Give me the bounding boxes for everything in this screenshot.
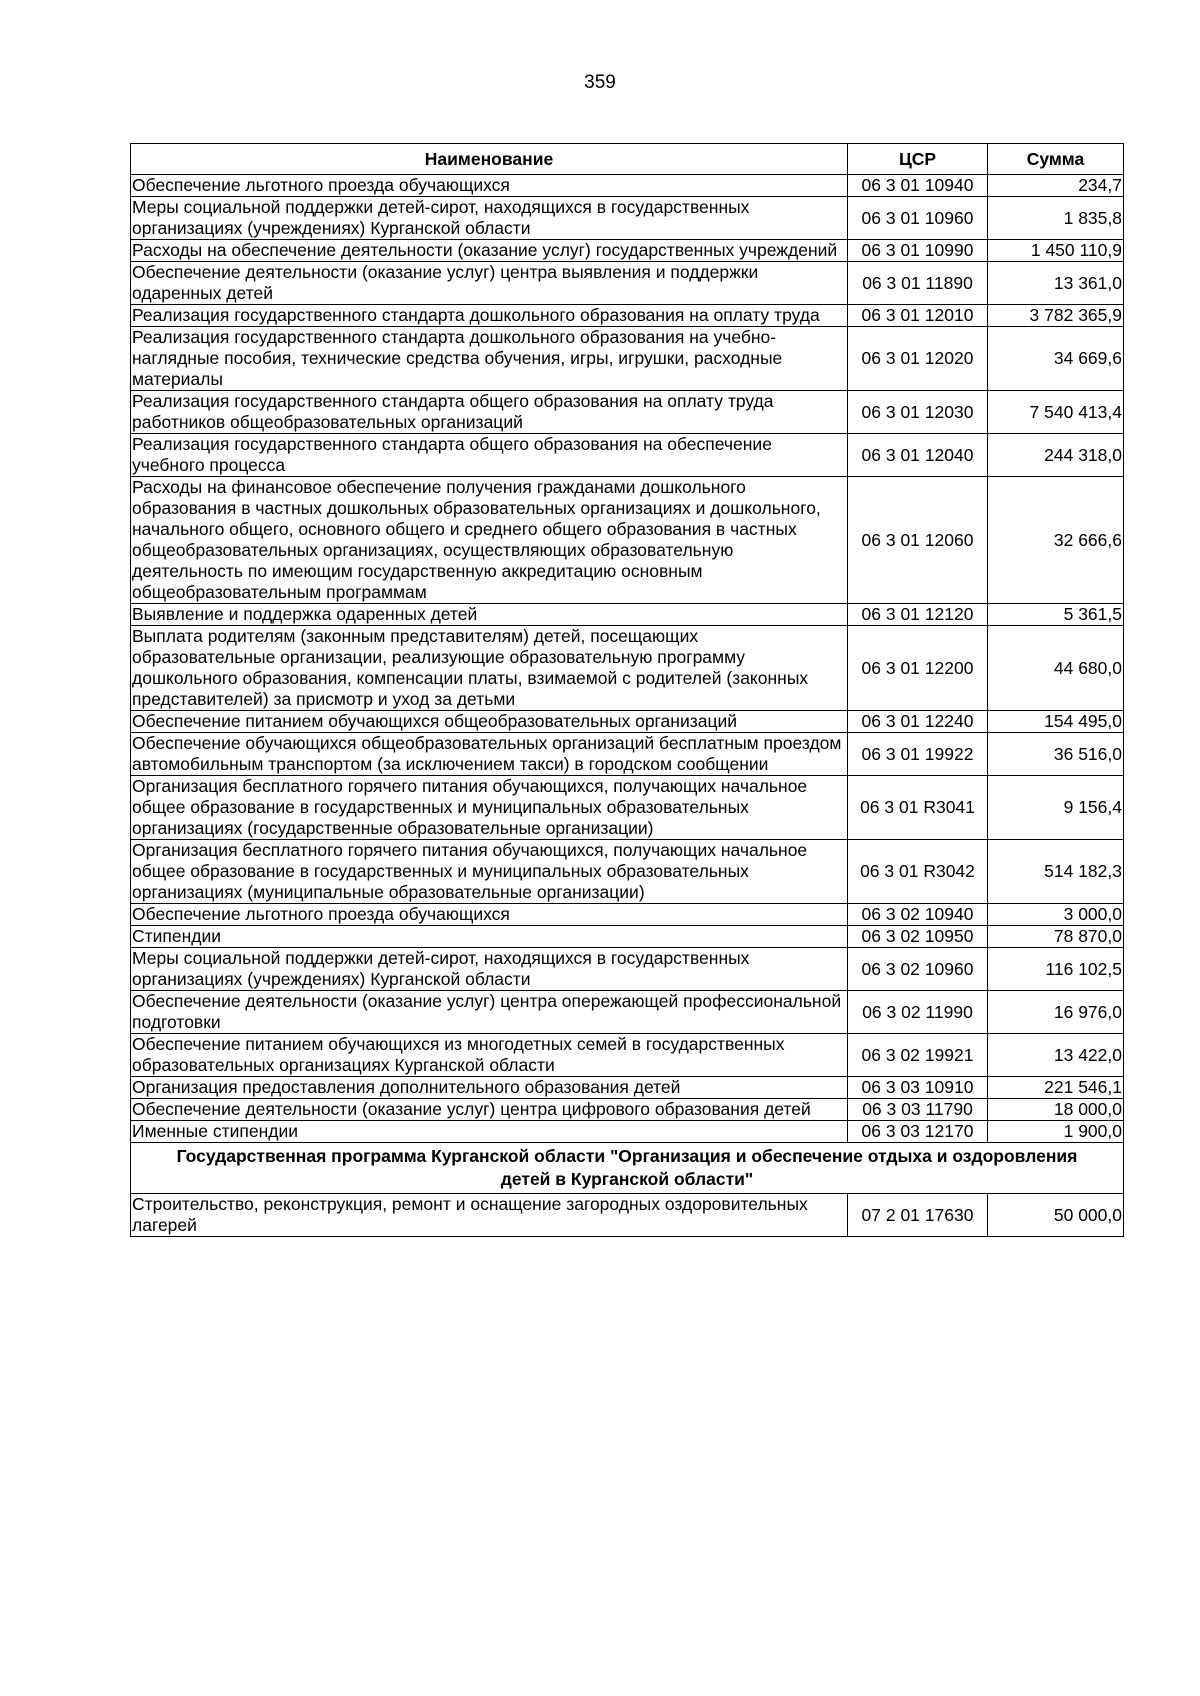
row-name-cell: Реализация государственного стандарта дошкольного образования на учебно-наглядные пособия, технические средства обучения, игры, игрушки, расходные материалы	[131, 327, 848, 391]
table-header-row	[131, 144, 1124, 175]
table-row	[131, 391, 1124, 434]
table-row	[131, 991, 1124, 1034]
table-row	[131, 240, 1124, 262]
row-sum-cell: 78 870,0	[988, 926, 1124, 948]
row-csr-cell: 06 3 02 19921	[848, 1034, 988, 1077]
table-row	[131, 477, 1124, 604]
row-sum-cell: 154 495,0	[988, 711, 1124, 733]
row-sum-cell: 50 000,0	[988, 1194, 1124, 1237]
row-csr-cell: 06 3 01 12200	[848, 626, 988, 711]
row-name-cell: Обеспечение обучающихся общеобразовательных организаций бесплатным проездом автомобильным транспортом (за исключением такси) в городском сообщении	[131, 733, 848, 776]
row-csr-cell: 06 3 01 12120	[848, 604, 988, 626]
row-sum-cell: 34 669,6	[988, 327, 1124, 391]
table-row	[131, 1034, 1124, 1077]
row-csr-cell: 06 3 01 19922	[848, 733, 988, 776]
row-sum-cell: 116 102,5	[988, 948, 1124, 991]
row-sum-cell: 221 546,1	[988, 1077, 1124, 1099]
row-name-cell: Организация бесплатного горячего питания обучающихся, получающих начальное общее образование в государственных и муниципальных образовательных организациях (муниципальные образовательные организации)	[131, 840, 848, 904]
header-csr: ЦСР	[848, 144, 988, 175]
header-sum: Сумма	[988, 144, 1124, 175]
section-title: Государственная программа Курганской области "Организация и обеспечение отдыха и оздоровления детей в Курганской области"	[131, 1143, 1124, 1194]
row-name-cell: Реализация государственного стандарта общего образования на оплату труда работников общеобразовательных организаций	[131, 391, 848, 434]
row-csr-cell: 06 3 02 10960	[848, 948, 988, 991]
row-sum-cell: 32 666,6	[988, 477, 1124, 604]
row-csr-cell: 06 3 01 10960	[848, 197, 988, 240]
row-sum-cell: 1 835,8	[988, 197, 1124, 240]
row-name-cell: Меры социальной поддержки детей-сирот, находящихся в государственных организациях (учреждениях) Курганской области	[131, 197, 848, 240]
row-name-cell: Реализация государственного стандарта общего образования на обеспечение учебного процесса	[131, 434, 848, 477]
section-table-body	[131, 1194, 1124, 1237]
row-name-cell: Расходы на обеспечение деятельности (оказание услуг) государственных учреждений	[131, 240, 848, 262]
table-row	[131, 1121, 1124, 1143]
row-csr-cell: 06 3 03 10910	[848, 1077, 988, 1099]
row-csr-cell: 06 3 03 11790	[848, 1099, 988, 1121]
row-csr-cell: 06 3 01 R3042	[848, 840, 988, 904]
table-row	[131, 197, 1124, 240]
table-row	[131, 305, 1124, 327]
table-row	[131, 434, 1124, 477]
table-row	[131, 604, 1124, 626]
table-row	[131, 327, 1124, 391]
row-sum-cell: 1 900,0	[988, 1121, 1124, 1143]
row-csr-cell: 06 3 01 12010	[848, 305, 988, 327]
table-row	[131, 904, 1124, 926]
row-name-cell: Реализация государственного стандарта дошкольного образования на оплату труда	[131, 305, 848, 327]
row-sum-cell: 514 182,3	[988, 840, 1124, 904]
table-row	[131, 262, 1124, 305]
row-sum-cell: 234,7	[988, 175, 1124, 197]
row-csr-cell: 06 3 02 10940	[848, 904, 988, 926]
row-name-cell: Меры социальной поддержки детей-сирот, находящихся в государственных организациях (учреждениях) Курганской области	[131, 948, 848, 991]
row-csr-cell: 06 3 01 10940	[848, 175, 988, 197]
section-row	[131, 1143, 1124, 1194]
table-row	[131, 175, 1124, 197]
row-sum-cell: 3 782 365,9	[988, 305, 1124, 327]
row-name-cell: Стипендии	[131, 926, 848, 948]
table-row	[131, 626, 1124, 711]
row-csr-cell: 06 3 03 12170	[848, 1121, 988, 1143]
row-name-cell: Расходы на финансовое обеспечение получения гражданами дошкольного образования в частных дошкольных образовательных организациях и дошкольного, начального общего, основного общего и среднего общего образования в частных общеобразовательных организациях, осуществляющих образовательную деятельность по имеющим государственную аккредитацию основным общеобразовательным программам	[131, 477, 848, 604]
row-name-cell: Строительство, реконструкция, ремонт и оснащение загородных оздоровительных лагерей	[131, 1194, 848, 1237]
row-sum-cell: 44 680,0	[988, 626, 1124, 711]
row-name-cell: Выплата родителям (законным представителям) детей, посещающих образовательные организации, реализующие образовательную программу дошкольного образования, компенсации платы, взимаемой с родителей (законных представителей) за присмотр и уход за детьми	[131, 626, 848, 711]
row-name-cell: Обеспечение деятельности (оказание услуг) центра выявления и поддержки одаренных детей	[131, 262, 848, 305]
row-sum-cell: 3 000,0	[988, 904, 1124, 926]
row-name-cell: Именные стипендии	[131, 1121, 848, 1143]
row-name-cell: Обеспечение льготного проезда обучающихся	[131, 904, 848, 926]
row-name-cell: Обеспечение деятельности (оказание услуг) центра цифрового образования детей	[131, 1099, 848, 1121]
row-sum-cell: 13 422,0	[988, 1034, 1124, 1077]
page-number: 359	[584, 72, 616, 93]
row-csr-cell: 06 3 01 12060	[848, 477, 988, 604]
row-name-cell: Обеспечение деятельности (оказание услуг) центра опережающей профессиональной подготовки	[131, 991, 848, 1034]
table-row	[131, 733, 1124, 776]
row-csr-cell: 07 2 01 17630	[848, 1194, 988, 1237]
row-name-cell: Организация бесплатного горячего питания обучающихся, получающих начальное общее образование в государственных и муниципальных образовательных организациях (государственные образовательные организации)	[131, 776, 848, 840]
table-row	[131, 948, 1124, 991]
table-row	[131, 840, 1124, 904]
row-csr-cell: 06 3 01 R3041	[848, 776, 988, 840]
row-name-cell: Обеспечение питанием обучающихся из многодетных семей в государственных образовательных организациях Курганской области	[131, 1034, 848, 1077]
row-sum-cell: 1 450 110,9	[988, 240, 1124, 262]
table-row	[131, 711, 1124, 733]
row-name-cell: Организация предоставления дополнительного образования детей	[131, 1077, 848, 1099]
row-name-cell: Выявление и поддержка одаренных детей	[131, 604, 848, 626]
row-sum-cell: 244 318,0	[988, 434, 1124, 477]
row-sum-cell: 5 361,5	[988, 604, 1124, 626]
table-row	[131, 926, 1124, 948]
table-row	[131, 1077, 1124, 1099]
row-sum-cell: 18 000,0	[988, 1099, 1124, 1121]
row-csr-cell: 06 3 02 11990	[848, 991, 988, 1034]
row-csr-cell: 06 3 01 12240	[848, 711, 988, 733]
row-sum-cell: 36 516,0	[988, 733, 1124, 776]
table-row	[131, 1099, 1124, 1121]
row-csr-cell: 06 3 02 10950	[848, 926, 988, 948]
row-name-cell: Обеспечение льготного проезда обучающихся	[131, 175, 848, 197]
row-csr-cell: 06 3 01 11890	[848, 262, 988, 305]
section-body	[131, 1143, 1124, 1194]
table-body	[131, 175, 1124, 1143]
row-sum-cell: 13 361,0	[988, 262, 1124, 305]
row-name-cell: Обеспечение питанием обучающихся общеобразовательных организаций	[131, 711, 848, 733]
header-name: Наименование	[131, 144, 848, 175]
row-sum-cell: 7 540 413,4	[988, 391, 1124, 434]
row-csr-cell: 06 3 01 10990	[848, 240, 988, 262]
table-row	[131, 776, 1124, 840]
row-csr-cell: 06 3 01 12020	[848, 327, 988, 391]
table-row	[131, 1194, 1124, 1237]
row-sum-cell: 9 156,4	[988, 776, 1124, 840]
row-csr-cell: 06 3 01 12040	[848, 434, 988, 477]
row-csr-cell: 06 3 01 12030	[848, 391, 988, 434]
row-sum-cell: 16 976,0	[988, 991, 1124, 1034]
budget-table	[130, 143, 1124, 1237]
